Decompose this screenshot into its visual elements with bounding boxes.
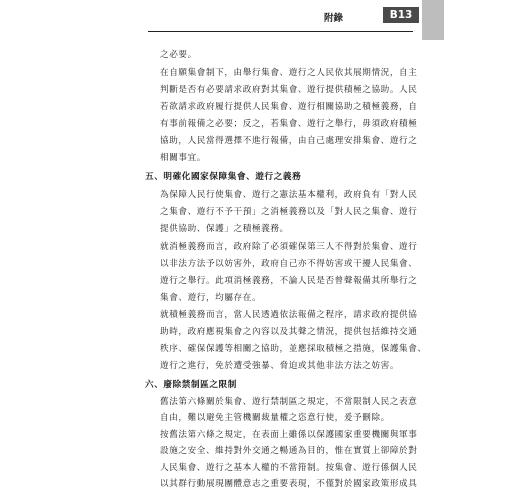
- section-heading: 五、明確化國家保障集會、遊行之義務: [145, 172, 302, 182]
- text-line: 就積極義務而言，當人民透過依法報備之程序，請求政府提供協: [160, 310, 418, 320]
- header-rule: [148, 31, 413, 32]
- text-line: 舊法第六條關於集會、遊行禁制區之規定，不當限制人民之表意: [160, 397, 418, 407]
- text-line: 以其群行動展現團體意志之重要表現，不僅對於國家政策形成具: [160, 479, 418, 489]
- section-heading: 六、廢除禁制區之限制: [145, 380, 237, 390]
- text-line: 就消極義務而言，政府除了必須確保第三人不得對於集會、遊行: [160, 242, 418, 252]
- text-line: 若欲請求政府履行提供人民集會、遊行相關協助之積極義務，自: [160, 102, 418, 112]
- text-line: 有事前報備之必要；反之，若集會、遊行之舉行，毋須政府積極: [160, 119, 418, 129]
- text-line: 遊行之進行，免於遭受強暴、脅迫或其他非法方法之妨害。: [160, 361, 400, 371]
- text-line: 集會、遊行，均屬存在。: [160, 293, 262, 303]
- text-line: 以非法方法予以妨害外，政府自己亦不得妨害或干擾人民集會、: [160, 259, 418, 269]
- text-line: 提供協助、保護」之積極義務。: [160, 224, 289, 234]
- text-line: 協助，人民當得選擇不進行報備，由自己處理安排集會、遊行之: [160, 136, 418, 146]
- text-line: 遊行之舉行。此項消極義務，不論人民是否曾聲報備其所舉行之: [160, 276, 418, 286]
- text-line: 助時，政府應視集會之內容以及其聲之情況，提供包括維持交通: [160, 327, 418, 337]
- text-line: 在自願集會制下，由舉行集會、遊行之人民依其展期情況，自主: [160, 68, 418, 78]
- text-line: 人民集會、遊行之基本人權的不當箝制。按集會、遊行係個人民: [160, 463, 418, 473]
- thumb-tab: [422, 0, 444, 40]
- running-header-section: 附錄: [324, 13, 344, 24]
- text-line: 按舊法第六條之規定，在表面上雖係以保護國家重要機關與軍事: [160, 430, 418, 440]
- page-number: B13: [383, 7, 419, 23]
- text-line: 為保障人民行使集會、遊行之憲法基本權利，政府負有「對人民: [160, 190, 418, 200]
- text-line: 設施之安全、維持對外交通之暢通為目的，惟在實質上卻障於對: [160, 446, 418, 456]
- text-line: 秩序、確保保護等相關之協助，並應採取積極之措施，保護集會、: [160, 344, 427, 354]
- text-line: 自由，難以避免主管機關裁量權之恣意行使，爰予刪除。: [160, 413, 390, 423]
- text-line: 之必要。: [160, 50, 197, 60]
- text-line: 之集會、遊行不予干預」之消極義務以及「對人民之集會、遊行: [160, 207, 418, 217]
- text-line: 相關事宜。: [160, 153, 206, 163]
- text-line: 判斷是否有必要請求政府對其集會、遊行提供積極之協助。人民: [160, 85, 418, 95]
